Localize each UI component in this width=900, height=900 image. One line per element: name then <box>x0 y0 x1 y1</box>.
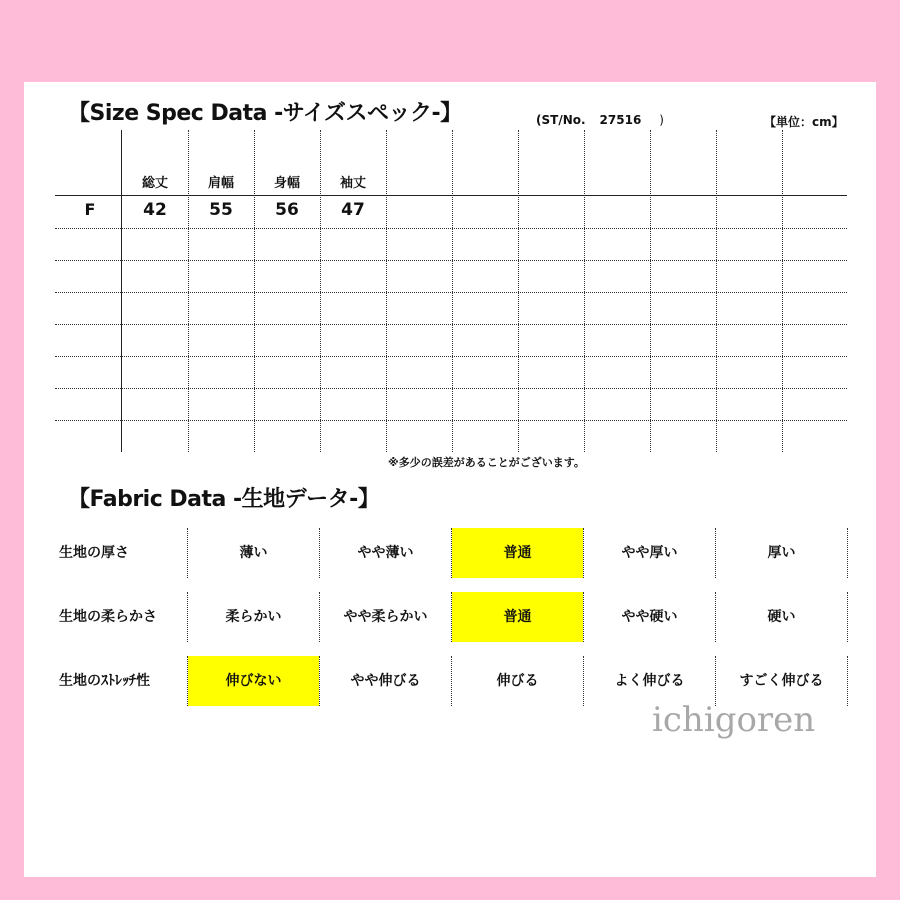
grid-line-horizontal <box>55 388 847 389</box>
option-cell: すごく伸びる <box>739 673 824 689</box>
cell-divider <box>451 656 452 706</box>
grid-line-horizontal <box>55 195 847 196</box>
value-shoulder: 55 <box>209 200 233 220</box>
option-cell-selected: 普通 <box>452 592 583 642</box>
option-cell: やや薄い <box>357 545 414 561</box>
fabric-row-softness <box>55 592 847 642</box>
cell-divider <box>187 528 188 578</box>
cell-divider <box>583 656 584 706</box>
fabric-row-stretch <box>55 656 847 706</box>
value-sleeve: 47 <box>341 200 365 220</box>
style-number <box>536 113 664 127</box>
grid-line-horizontal <box>55 260 847 261</box>
brand-watermark: ichigoren <box>652 700 816 740</box>
fabric-row-label: 生地の厚さ <box>59 545 129 561</box>
cell-divider <box>451 592 452 642</box>
option-cell: よく伸びる <box>614 673 685 689</box>
cell-divider <box>319 656 320 706</box>
cell-divider <box>715 592 716 642</box>
grid-line-vertical <box>320 130 321 452</box>
style-number-value: 27516 <box>599 113 642 127</box>
option-cell: やや伸びる <box>350 673 421 689</box>
grid-line-horizontal <box>55 420 847 421</box>
grid-line-vertical <box>121 130 122 452</box>
style-number-close: ) <box>659 113 664 127</box>
option-cell: やや柔らかい <box>343 609 428 625</box>
grid-line-vertical <box>650 130 651 452</box>
option-cell-selected: 普通 <box>452 528 583 578</box>
cell-divider <box>715 528 716 578</box>
grid-line-vertical <box>188 130 189 452</box>
value-length: 42 <box>143 200 167 220</box>
grid-line-vertical <box>782 130 783 452</box>
header-sleeve: 袖丈 <box>339 176 366 191</box>
option-cell: 厚い <box>767 545 796 561</box>
grid-line-horizontal <box>55 228 847 229</box>
cell-divider <box>187 592 188 642</box>
fabric-row-label: 生地の柔らかさ <box>59 609 157 625</box>
cell-divider <box>451 528 452 578</box>
grid-line-horizontal <box>55 356 847 357</box>
grid-line-vertical <box>518 130 519 452</box>
size-spec-title: 【Size Spec Data -サイズスペック-】 <box>68 101 462 126</box>
cell-divider <box>847 656 848 706</box>
cell-divider <box>847 528 848 578</box>
cell-divider <box>715 656 716 706</box>
grid-line-vertical <box>386 130 387 452</box>
unit-label: 【単位：cm】 <box>764 115 844 129</box>
option-cell: やや硬い <box>621 609 678 625</box>
grid-line-vertical <box>452 130 453 452</box>
cell-divider <box>583 592 584 642</box>
cell-divider <box>847 592 848 642</box>
cell-divider <box>319 592 320 642</box>
fabric-row-thickness <box>55 528 847 578</box>
grid-line-vertical <box>716 130 717 452</box>
error-note: ※多少の誤差があることがございます。 <box>388 456 585 469</box>
option-cell: 柔らかい <box>225 609 282 625</box>
grid-line-horizontal <box>55 292 847 293</box>
header-length: 総丈 <box>141 176 168 191</box>
grid-line-vertical <box>584 130 585 452</box>
header-shoulder: 肩幅 <box>207 176 234 191</box>
fabric-data-title: 【Fabric Data -生地データ-】 <box>68 487 380 512</box>
option-cell: やや厚い <box>621 545 678 561</box>
option-cell: 硬い <box>767 609 796 625</box>
option-cell-selected: 伸びない <box>188 656 319 706</box>
option-cell: 伸びる <box>496 673 539 689</box>
cell-divider <box>583 528 584 578</box>
grid-line-horizontal <box>55 324 847 325</box>
grid-line-vertical <box>254 130 255 452</box>
style-number-label: (ST/No. <box>536 113 586 127</box>
size-label-f: F <box>84 200 96 219</box>
cell-divider <box>187 656 188 706</box>
fabric-row-label: 生地のｽﾄﾚｯﾁ性 <box>59 673 150 689</box>
header-chest: 身幅 <box>273 176 300 191</box>
value-chest: 56 <box>275 200 299 220</box>
option-cell: 薄い <box>239 545 268 561</box>
cell-divider <box>319 528 320 578</box>
